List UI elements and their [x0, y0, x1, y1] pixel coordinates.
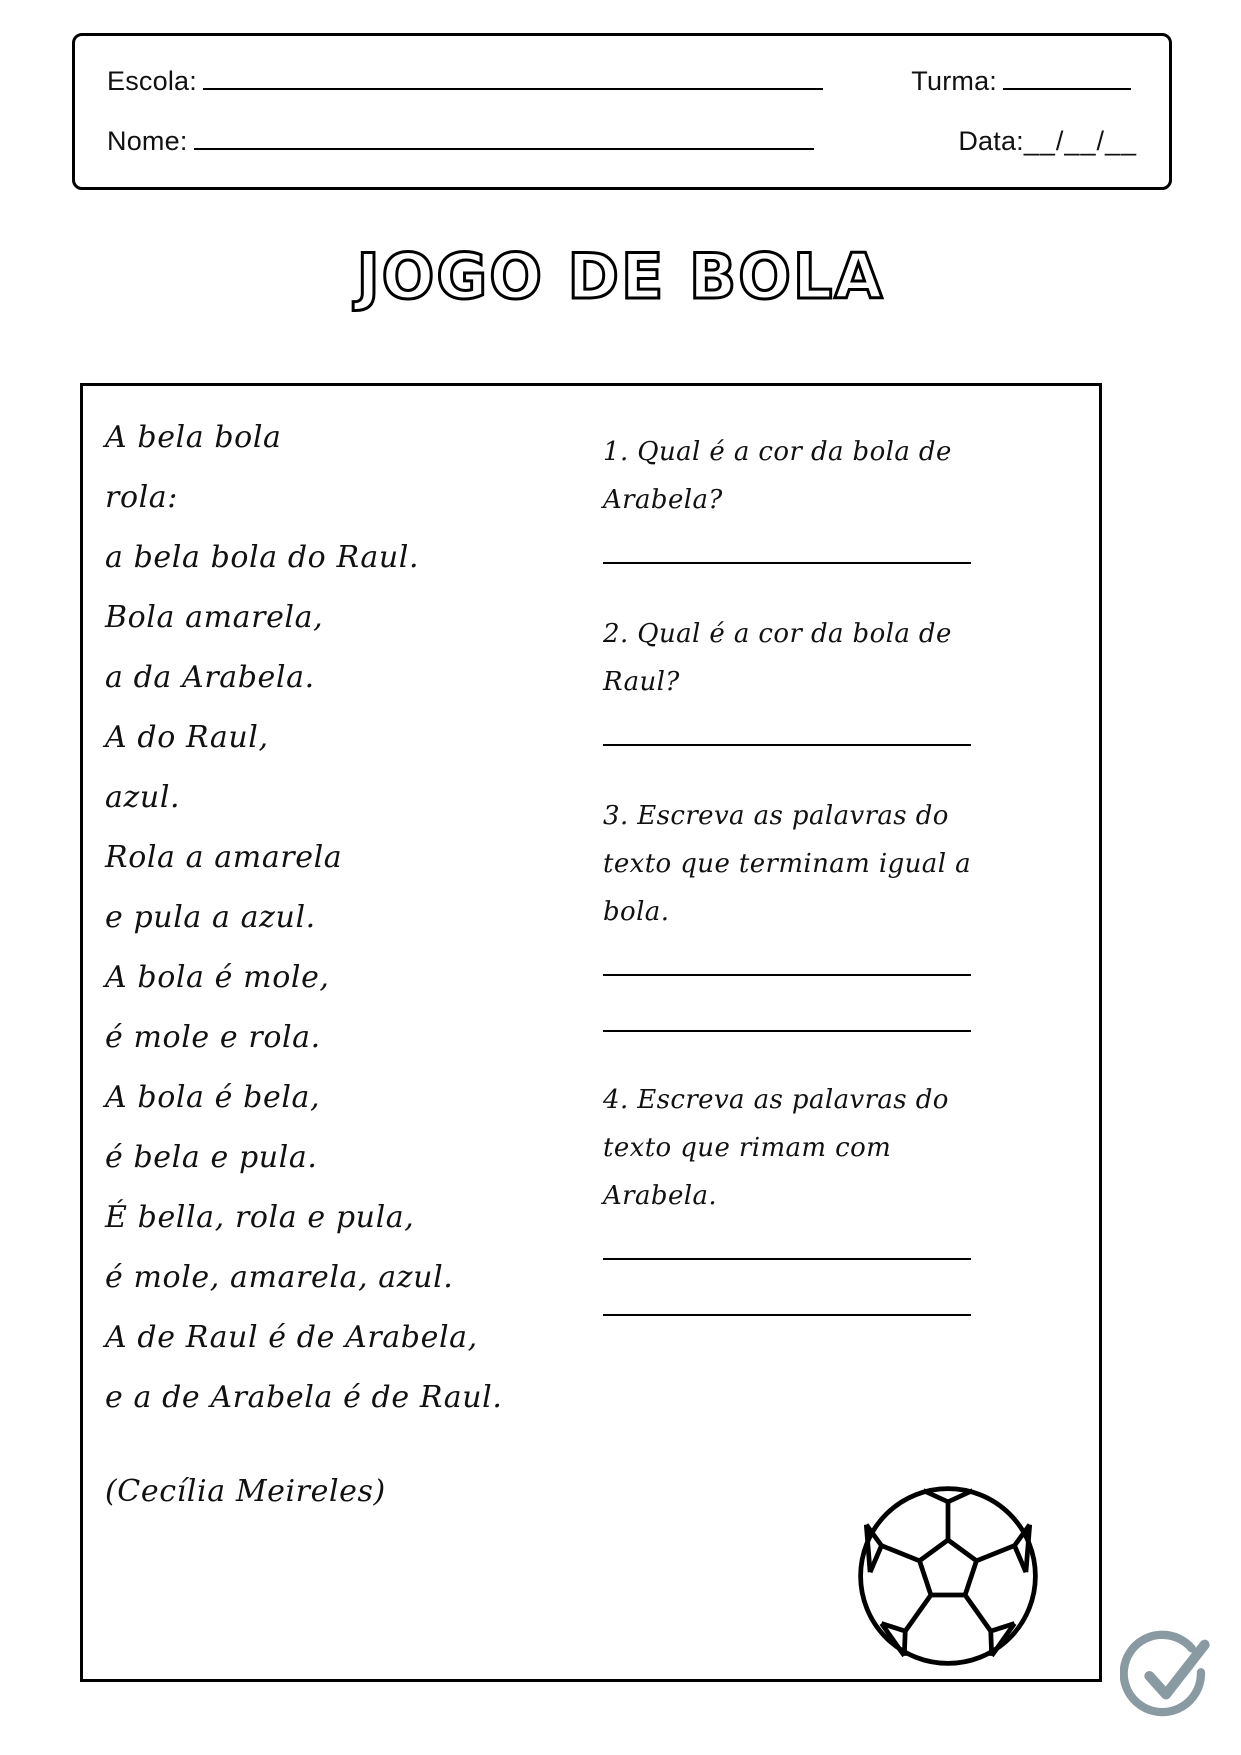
- poem-author: (Cecília Meireles): [105, 1474, 386, 1509]
- student-info-box: [72, 33, 1172, 190]
- name-input-line[interactable]: [194, 128, 814, 150]
- question-2-answer-line[interactable]: [603, 710, 971, 746]
- poem-line: é bela e pula.: [105, 1140, 318, 1175]
- poem-line: A do Raul,: [105, 720, 269, 755]
- question-2: [603, 610, 1003, 746]
- question-4-answer-line[interactable]: [603, 1280, 971, 1316]
- poem-line: azul.: [105, 780, 181, 815]
- class-label: Turma:: [911, 66, 997, 96]
- question-3: [603, 792, 1003, 1032]
- poem-line: a da Arabela.: [105, 660, 315, 695]
- question-4-answer-line[interactable]: [603, 1224, 971, 1260]
- questions-block: [603, 428, 1003, 1338]
- poem-line: é mole, amarela, azul.: [105, 1260, 454, 1295]
- class-input-line[interactable]: [1003, 68, 1131, 90]
- poem-line: A bola é mole,: [105, 960, 330, 995]
- check-mark-icon: [1120, 1630, 1212, 1722]
- question-1-answer-line[interactable]: [603, 528, 971, 564]
- question-3-answer-line[interactable]: [603, 940, 971, 976]
- question-1: [603, 428, 1003, 564]
- poem-line: Bola amarela,: [105, 600, 324, 635]
- poem-line: a bela bola do Raul.: [105, 540, 420, 575]
- poem-line: É bella, rola e pula,: [105, 1200, 415, 1235]
- question-4: [603, 1076, 1003, 1316]
- poem-line: A bela bola: [105, 420, 282, 455]
- worksheet-content-box: [80, 383, 1102, 1682]
- header-row-name: [107, 126, 1137, 157]
- school-label: Escola:: [107, 66, 197, 96]
- poem-line: Rola a amarela: [105, 840, 343, 875]
- date-input-slots[interactable]: __/__/__: [1023, 126, 1137, 156]
- page-title: JOGO DE BOLA: [356, 240, 885, 313]
- poem-line: e pula a azul.: [105, 900, 316, 935]
- date-label: Data:: [958, 126, 1024, 156]
- question-2-text: 2. Qual é a cor da bola de Raul?: [603, 619, 952, 697]
- school-input-line[interactable]: [203, 68, 823, 90]
- question-4-text: 4. Escreva as palavras do texto que rimam com Arabela.: [603, 1085, 949, 1211]
- poem-line: A bola é bela,: [105, 1080, 321, 1115]
- name-label: Nome:: [107, 126, 188, 156]
- poem-line: A de Raul é de Arabela,: [105, 1320, 478, 1355]
- question-1-text: 1. Qual é a cor da bola de Arabela?: [603, 437, 952, 515]
- poem-line: rola:: [105, 480, 178, 515]
- poem-line: e a de Arabela é de Raul.: [105, 1380, 503, 1415]
- poem-block: [105, 408, 575, 1509]
- question-3-answer-line[interactable]: [603, 996, 971, 1032]
- question-3-text: 3. Escreva as palavras do texto que terminam igual a bola.: [603, 801, 971, 927]
- poem-line: é mole e rola.: [105, 1020, 321, 1055]
- header-row-school: [107, 66, 1137, 97]
- soccer-ball-icon: [853, 1481, 1043, 1671]
